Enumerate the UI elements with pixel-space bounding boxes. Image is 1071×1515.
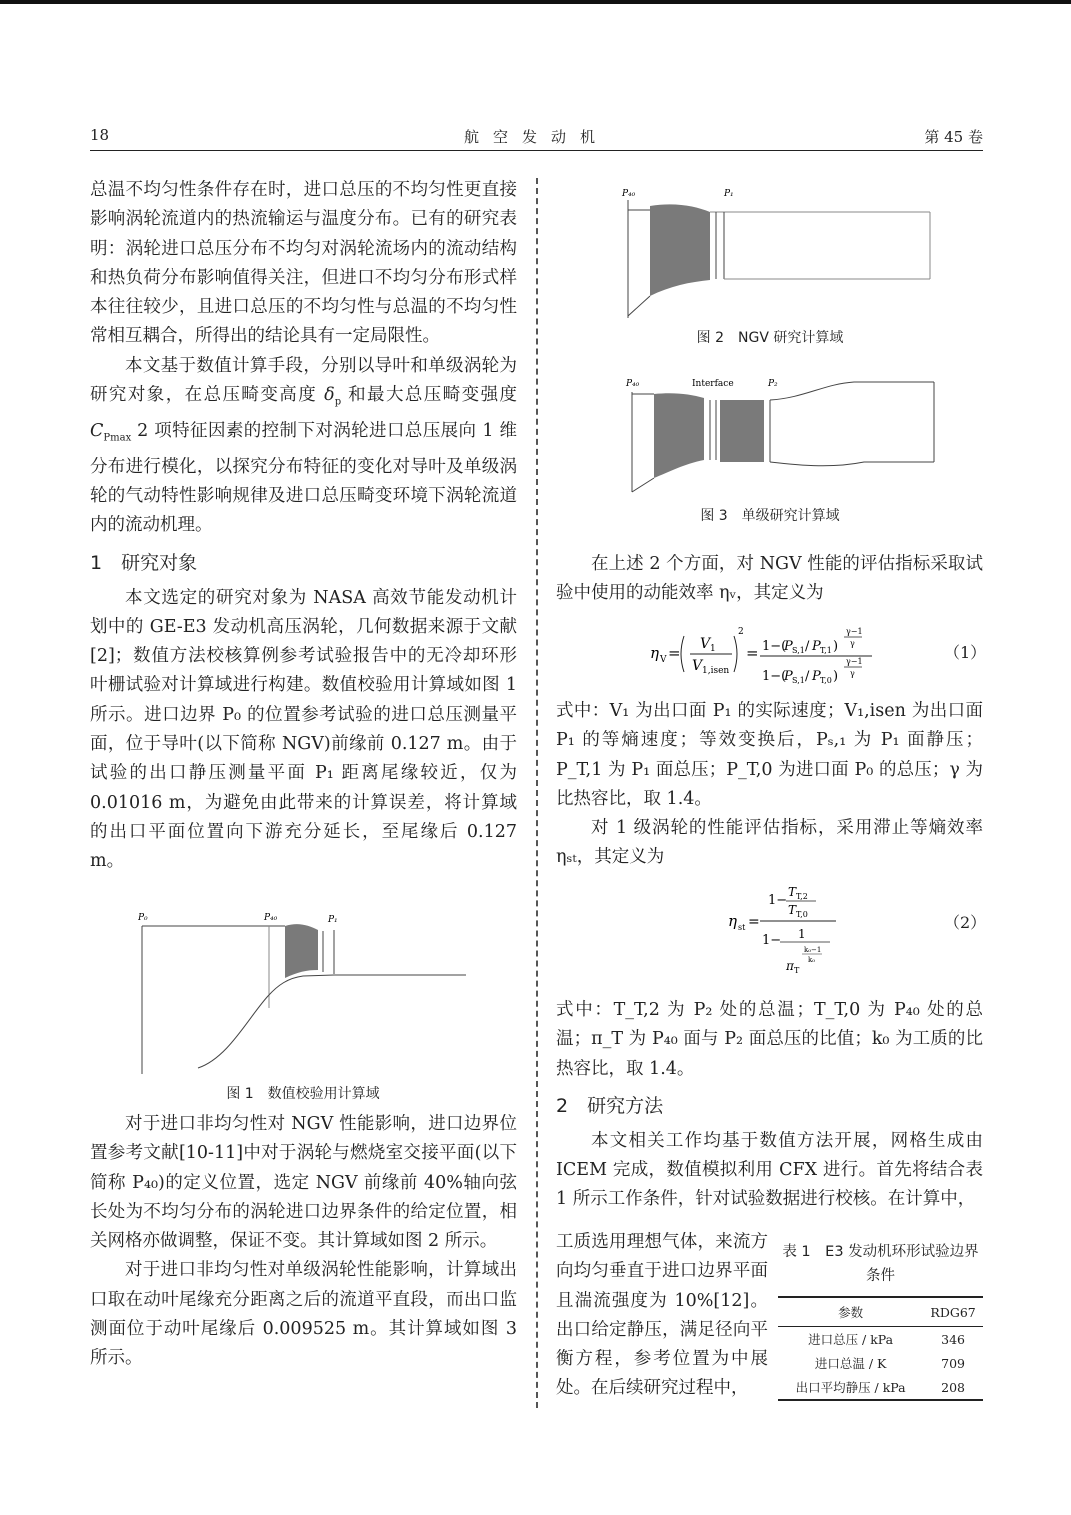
page-header xyxy=(90,126,983,150)
svg-text:T: T xyxy=(788,903,797,917)
figure-1-caption: 图 1 数值校验用计算域 xyxy=(226,1086,380,1102)
paragraph: 总温不均匀性条件存在时，进口总压的不均匀性更直接影响涡轮流道内的热流输运与温度分布。已有的研究表明：涡轮进口总压分布不均匀对涡轮流场内的流动结构和热负荷分布影响值得关注，但进口不均匀分布形式样本往往较少，且进口总压的不均匀性与总温的不均匀性常相互耦合，所得出的结论具有一定局限性。 xyxy=(90,180,517,347)
equation-1 xyxy=(650,620,910,690)
paragraph: 对于进口非均匀性对 NGV 性能影响，进口边界位置参考文献[10-11]中对于涡轮与燃烧室交接平面(以下简称 P₄₀)的定义位置，选定 NGV 前缘前 40%轴向弦长处为不均匀分布的涡轮进口边界条件的给定位置，相关网格亦做调整，保证不变。其计算域如图 2 所示。 xyxy=(90,1114,517,1252)
svg-text:π: π xyxy=(786,959,794,973)
figure-2-caption: 图 2 NGV 研究计算域 xyxy=(696,330,844,346)
svg-text:T,2: T,2 xyxy=(796,892,808,901)
svg-text:γ−1: γ−1 xyxy=(846,657,863,666)
svg-text:T,0: T,0 xyxy=(820,676,832,685)
journal-title: 航空发动机 xyxy=(463,128,609,146)
label-p1: P₁ xyxy=(328,915,338,925)
svg-text:γ−1: γ−1 xyxy=(846,627,863,636)
paragraph: 本文基于数值计算手段，分别以导叶和单级涡轮为研究对象，在总压畸变高度 $\delta_p$ 和最大总压畸变强度 $C_{Pmax}$ 2 项特征因素的控制下对涡轮进口总压展向 1 维分布进行模化，以探究分布特征的变化对导叶及单级涡轮的气动特性影响规律及进口总压畸变环境下涡轮流道内的流动机理。 xyxy=(90,355,518,536)
svg-text:V: V xyxy=(700,636,711,652)
table-row xyxy=(778,1375,983,1400)
paragraph: 工质选用理想气体，来流方向均匀垂直于进口边界平面且湍流强度为 10%[12]。出口给定静压，满足径向平衡方程，参考位置为中展处。在后续研究过程中， xyxy=(556,1232,768,1399)
figure-2 xyxy=(620,184,940,318)
svg-text:1−(: 1−( xyxy=(762,669,787,684)
figure-1 xyxy=(138,908,468,1074)
right-column-intro xyxy=(556,550,983,609)
svg-text:1−: 1− xyxy=(768,893,788,908)
table-header: RDG67 xyxy=(923,1297,983,1327)
table-cell: 进口总压 / kPa xyxy=(808,1332,894,1347)
svg-text:/: / xyxy=(805,669,810,684)
equation-2 xyxy=(724,878,844,980)
svg-text:P: P xyxy=(812,639,821,654)
left-column-bottom xyxy=(90,1110,517,1374)
label-p0: P₀ xyxy=(138,913,148,923)
label-p40: P₄₀ xyxy=(622,189,636,199)
svg-text:T: T xyxy=(788,885,797,899)
svg-text:): ) xyxy=(833,639,839,654)
label-p2: P₂ xyxy=(768,379,778,389)
paragraph: 本文相关工作均基于数值方法开展，网格生成由 ICEM 完成，数值模拟利用 CFX 进行。首先将结合表 1 所示工作条件，针对试验数据进行校核。在计算中， xyxy=(556,1130,983,1210)
svg-text:st: st xyxy=(738,923,746,932)
table-1-caption: 表 1 E3 发动机环形试验边界条件 xyxy=(782,1244,979,1284)
svg-text:P: P xyxy=(812,669,821,684)
svg-text:1,isen: 1,isen xyxy=(702,666,730,676)
table-cell: 208 xyxy=(923,1375,983,1400)
svg-text:=: = xyxy=(668,644,681,662)
paragraph: 式中：V₁ 为出口面 P₁ 的实际速度；V₁,isen 为出口面 P₁ 的等熵速度；等效变换后，Pₛ,₁ 为 P₁ 面静压；P_T,1 为 P₁ 面总压；P_T,0 为进口面 P₀ 的总压；γ 为比热容比，取 1.4。 xyxy=(556,701,983,809)
svg-text:=: = xyxy=(748,914,760,930)
equation-1-number: （1） xyxy=(944,643,987,662)
volume-label: 第 45 卷 xyxy=(924,128,983,146)
svg-text:=: = xyxy=(746,644,759,662)
svg-text:V: V xyxy=(692,658,703,674)
equation-2-number: （2） xyxy=(944,913,987,932)
top-rule xyxy=(0,0,1071,4)
table-row xyxy=(778,1351,983,1375)
paragraph: 对于进口非均匀性对单级涡轮性能影响，计算域出口取在动叶尾缘充分距离之后的流道平直段，而出口监测面位于动叶尾缘后 0.009525 m。其计算域如图 3 所示。 xyxy=(90,1260,517,1369)
svg-text:2: 2 xyxy=(738,627,744,637)
svg-text:P: P xyxy=(784,639,793,654)
table-cell: 进口总温 / K xyxy=(814,1356,887,1371)
header-rule xyxy=(90,150,983,151)
svg-text:k₀: k₀ xyxy=(808,956,816,964)
paragraph: 本文选定的研究对象为 NASA 高效节能发动机计划中的 GE-E3 发动机高压涡轮，几何数据来源于文献[2]；数值方法校核算例参考试验报告中的无冷却环形叶栅试验对计算域进行构建。数值校验用计算域如图 1 所示。进口边界 P₀ 的位置参考试验的进口总压测量平面，位于导叶(以下简称 NGV)前缘前 0.127 m。由于试验的出口静压测量平面 P₁ 距离尾缘较近，仅为 0.01016 m，为避免由此带来的计算误差，将计算域的出口平面位置向下游充分延长，至尾缘后 0.127 m。 xyxy=(90,587,517,872)
svg-text:T,1: T,1 xyxy=(820,646,832,655)
table-cell: 346 xyxy=(941,1331,966,1347)
svg-text:T: T xyxy=(794,966,800,975)
left-column-top xyxy=(90,176,517,877)
paragraph: 式中：T_T,2 为 P₂ 处的总温；T_T,0 为 P₄₀ 处的总温；π_T 为 P₄₀ 面与 P₂ 面总压的比值；k₀ 为工质的比热容比，取 1.4。 xyxy=(556,1000,983,1079)
column-divider xyxy=(536,178,538,1408)
figure-3-caption: 图 3 单级研究计算域 xyxy=(700,508,840,524)
right-column-narrow xyxy=(556,1228,768,1404)
svg-text:η: η xyxy=(728,912,737,930)
svg-text:S,1: S,1 xyxy=(792,646,805,655)
svg-text:T,0: T,0 xyxy=(796,910,808,919)
svg-text:V: V xyxy=(660,655,667,665)
svg-text:γ: γ xyxy=(850,639,855,648)
table-row xyxy=(778,1327,983,1352)
right-column-middle xyxy=(556,697,983,873)
svg-text:η: η xyxy=(650,644,659,662)
section-heading: 1 研究对象 xyxy=(90,551,198,574)
svg-text:γ: γ xyxy=(850,669,855,678)
right-column-lower xyxy=(556,996,983,1215)
table-1 xyxy=(778,1296,983,1401)
svg-text:/: / xyxy=(805,639,810,654)
table-header: 参数 xyxy=(778,1297,923,1327)
svg-text:S,1: S,1 xyxy=(792,676,805,685)
label-p1: P₁ xyxy=(724,189,734,199)
svg-text:): ) xyxy=(833,669,839,684)
figure-3 xyxy=(624,374,936,496)
label-p40: P₄₀ xyxy=(264,913,278,923)
paragraph: 对 1 级涡轮的性能评估指标，采用滞止等熵效率 ηₛₜ，其定义为 xyxy=(556,818,983,868)
svg-text:P: P xyxy=(784,669,793,684)
svg-text:k₀−1: k₀−1 xyxy=(804,946,822,954)
table-cell: 709 xyxy=(941,1355,966,1371)
label-p40: P₄₀ xyxy=(626,379,640,389)
svg-text:1−(: 1−( xyxy=(762,639,787,654)
svg-text:1−: 1− xyxy=(762,933,782,948)
label-interface: Interface xyxy=(692,379,734,389)
svg-text:1: 1 xyxy=(798,927,806,941)
table-cell: 出口平均静压 / kPa xyxy=(778,1375,923,1400)
svg-text:1: 1 xyxy=(710,644,716,654)
page-number: 18 xyxy=(90,126,110,144)
section-heading: 2 研究方法 xyxy=(556,1094,664,1117)
paragraph: 在上述 2 个方面，对 NGV 性能的评估指标采取试验中使用的动能效率 ηᵥ，其定义为 xyxy=(556,554,983,604)
